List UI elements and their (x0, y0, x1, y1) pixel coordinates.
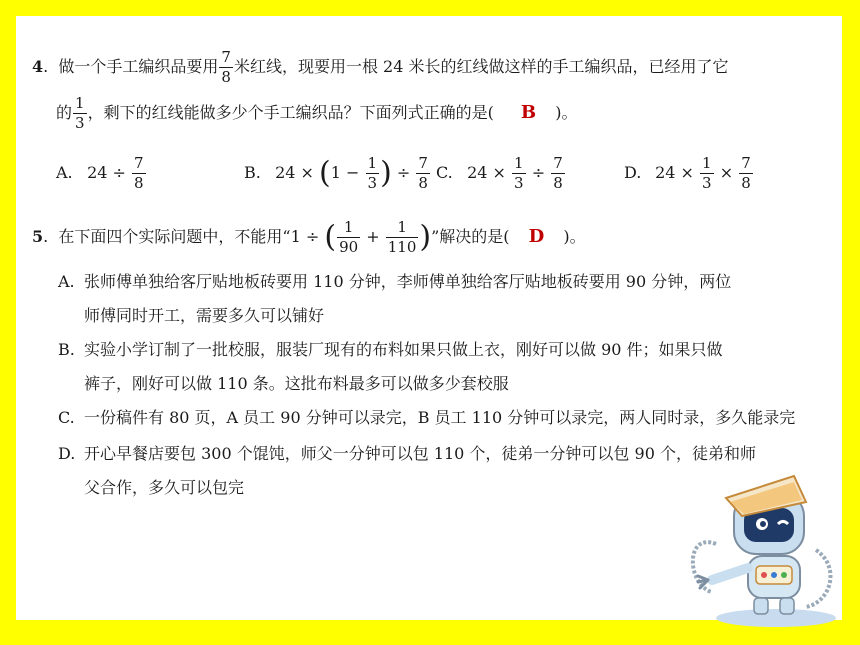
q4-option-b: B. 24 × (1 − $\frac{1}{3}$ ) ÷ $\frac{7}{8}$ (244, 154, 428, 192)
q4-option-a: A. 24 ÷ $\frac{7}{8}$ (56, 154, 144, 192)
q4-line-2 (56, 96, 577, 131)
q4-stem-b: 米红线，现要用一根 24 米长的红线做这样的手工编织品，已经用了它 (233, 57, 729, 76)
q5-option-a-line-2: 师傅同时开工，需要多久可以铺好 (84, 306, 325, 325)
q4-stem-d: ，剩下的红线能做多少个手工编织品？下面列式正确的是( (87, 103, 494, 122)
robot-mascot-icon (656, 472, 846, 632)
q4-option-d: D. 24 × $\frac{1}{3}$ × $\frac{7}{8}$ (624, 154, 751, 192)
q4-option-c: C. 24 × $\frac{1}{3}$ ÷ $\frac{7}{8}$ (436, 154, 563, 192)
q5-stem-a: 在下面四个实际问题中，不能用“1 ÷ (58, 227, 320, 246)
q5-option-a-line-1: A. 张师傅单独给客厅贴地板砖要用 110 分钟，李师傅单独给客厅贴地板砖要用 90 分钟，两位 (58, 272, 732, 291)
q5-fraction-1-90: $\frac{1}{90}$ (339, 218, 359, 256)
q5-stem-b: ”解决的是( (431, 227, 510, 246)
q4-fraction-7-8: $\frac{7}{8}$ (221, 48, 231, 86)
q4-answer: B (520, 102, 537, 123)
q5-option-d-line-1: D. 开心早餐店要包 300 个馄饨，师父一分钟可以包 110 个，徒弟一分钟可以包 90 个，徒弟和师 (58, 444, 756, 463)
q4-stem-c: 的 (56, 103, 73, 122)
worksheet-page (16, 16, 842, 620)
q4-fraction-1-3: $\frac{1}{3}$ (75, 94, 85, 132)
q4-line-1: 4. 做一个手工编织品要用 $\frac{7}{8}$ 米红线，现要用一根 24 米长的红线做这样的手工编织品，已经用了它 (32, 48, 729, 86)
q5-fraction-1-110: $\frac{1}{110}$ (387, 218, 417, 256)
q5-answer: D (528, 226, 545, 247)
q5-line-1: 5. 在下面四个实际问题中，不能用“1 ÷ ( $\frac{1}{90}$ + $\frac{1}{110}$ )”解决的是( D )。 (32, 218, 586, 256)
q4-number: 4 (32, 57, 44, 76)
q4-stem-e: )。 (555, 103, 578, 122)
q4-stem-a: 做一个手工编织品要用 (58, 57, 219, 76)
q5-option-b-line-2: 裤子，刚好可以做 110 条。这批布料最多可以做多少套校服 (84, 374, 509, 393)
q5-number: 5 (32, 227, 44, 246)
q5-stem-c: )。 (563, 227, 586, 246)
q5-option-d-line-2: 父合作，多久可以包完 (84, 478, 245, 497)
q5-option-c-line-1: C. 一份稿件有 80 页，A 员工 90 分钟可以录完，B 员工 110 分钟可以录完，两人同时录，多久能录完 (58, 408, 796, 427)
q5-option-b-line-1: B. 实验小学订制了一批校服，服装厂现有的布料如果只做上衣，刚好可以做 90 件；如果只做 (58, 340, 723, 359)
